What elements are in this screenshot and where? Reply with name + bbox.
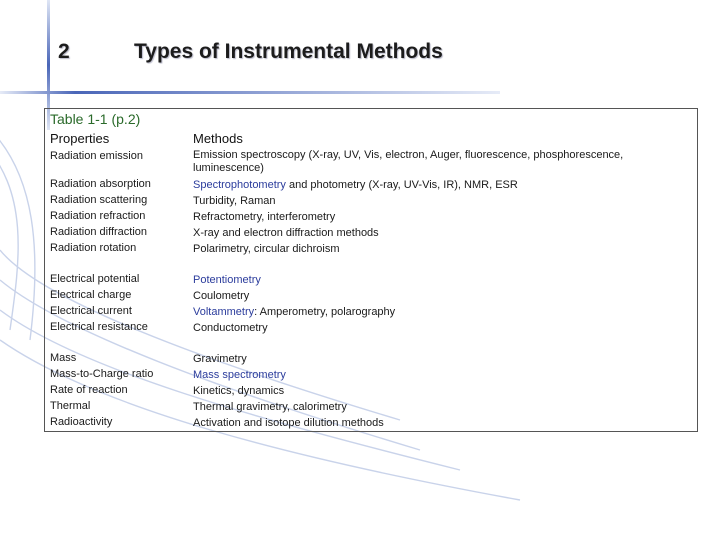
- method-link[interactable]: Spectrophotometry: [193, 179, 286, 191]
- property-cell: Radiation absorption: [50, 178, 151, 190]
- methods-header: Methods: [193, 131, 243, 146]
- method-cell: Voltammetry: Amperometry, polarography: [193, 306, 396, 318]
- properties-header: Properties: [50, 131, 110, 146]
- method-cell: [193, 272, 683, 288]
- method-cell: Gravimetry: [193, 353, 247, 365]
- method-link[interactable]: Potentiometry: [193, 274, 261, 286]
- property-cell: Radiation diffraction: [50, 226, 148, 238]
- method-cell: Coulometry: [193, 290, 250, 302]
- table-caption: Table 1-1 (p.2): [50, 111, 141, 127]
- property-cell: Electrical potential: [50, 273, 140, 285]
- method-cell: Emission spectroscopy (X-ray, UV, Vis, electron, Auger, fluorescence, phosphorescence, luminescence): [193, 149, 624, 174]
- method-cell: Thermal gravimetry, calorimetry: [193, 401, 347, 413]
- property-cell: Radiation refraction: [50, 210, 146, 222]
- property-cell: Radioactivity: [50, 416, 113, 428]
- method-cell: Activation and isotope dilution methods: [193, 417, 384, 429]
- property-cell: Electrical current: [50, 305, 132, 317]
- method-link[interactable]: Voltammetry: [193, 306, 255, 318]
- property-cell: Mass: [50, 352, 77, 364]
- property-cell: Radiation scattering: [50, 194, 148, 206]
- property-cell: Electrical charge: [50, 289, 132, 301]
- property-cell: Rate of reaction: [50, 384, 128, 396]
- slide-number: 2: [58, 40, 70, 63]
- properties-column: [50, 130, 190, 430]
- property-cell: Electrical resistance: [50, 321, 148, 333]
- method-link[interactable]: Mass spectrometry: [193, 369, 286, 381]
- method-cell: Polarimetry, circular dichroism: [193, 243, 340, 255]
- method-cell: Refractometry, interferometry: [193, 211, 336, 223]
- method-cell: Turbidity, Raman: [193, 195, 276, 207]
- slide-title: Types of Instrumental Methods: [134, 40, 443, 63]
- method-cell: Conductometry: [193, 322, 268, 334]
- property-cell: Thermal: [50, 400, 91, 412]
- method-cell: Kinetics, dynamics: [193, 385, 285, 397]
- property-cell: Mass-to-Charge ratio: [50, 368, 154, 380]
- method-cell: Spectrophotometry and photometry (X-ray, UV-Vis, IR), NMR, ESR: [193, 179, 518, 191]
- horizontal-accent-bar: [0, 91, 500, 94]
- method-cell: X-ray and electron diffraction methods: [193, 227, 379, 239]
- methods-column: [193, 130, 683, 431]
- method-cell: [193, 367, 683, 383]
- property-cell: Radiation rotation: [50, 242, 137, 254]
- property-cell: Radiation emission: [50, 150, 143, 162]
